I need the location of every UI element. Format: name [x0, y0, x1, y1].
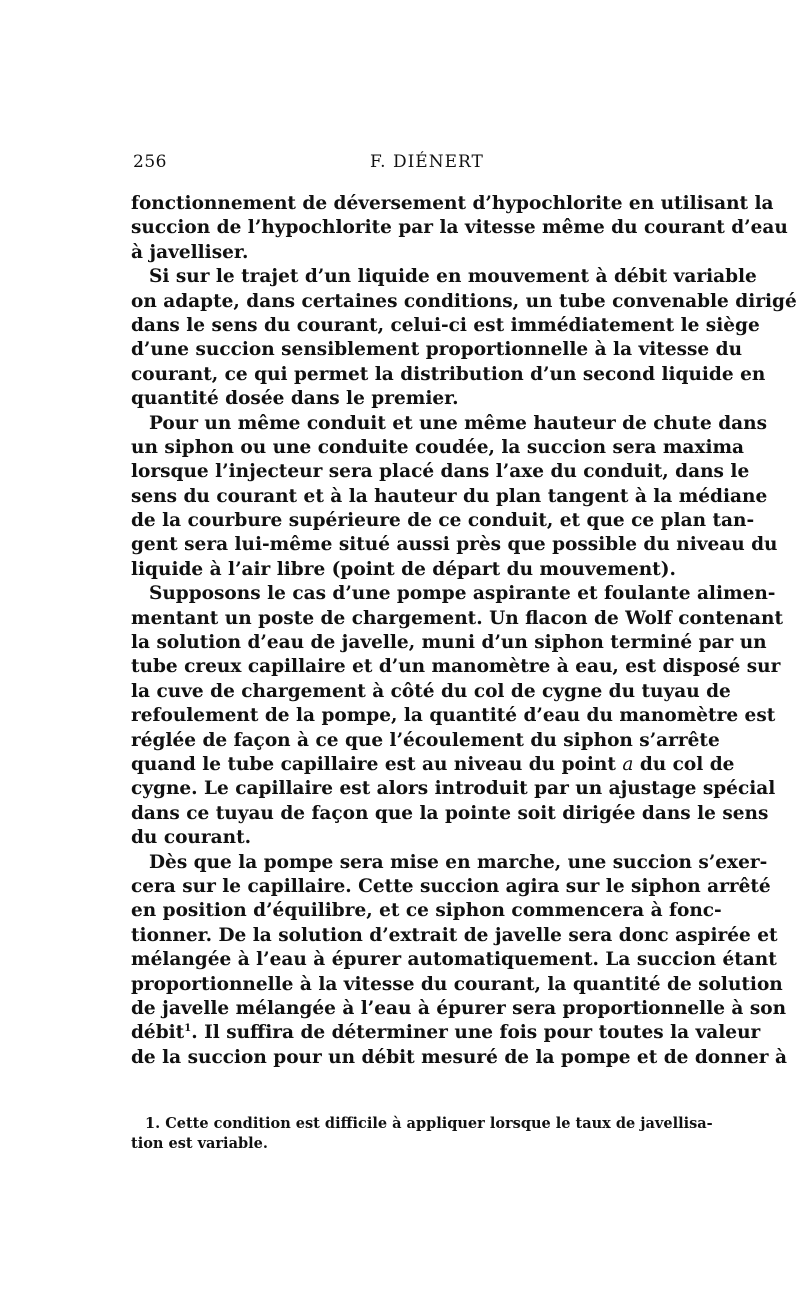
text-fragment: du col de — [639, 753, 735, 775]
text-line: Si sur le trajet d’un liquide en mouvement à débit variable — [149, 266, 757, 288]
body-text — [131, 192, 797, 1070]
text-line: quantité dosée dans le premier. — [131, 388, 459, 410]
variable-a: a — [622, 753, 634, 775]
text-line: dans ce tuyau de façon que la pointe soit dirigée dans le sens — [131, 802, 769, 824]
text-line: la cuve de chargement à côté du col de cygne du tuyau de — [131, 680, 731, 702]
text-fragment: débit — [131, 1022, 185, 1044]
text-line-with-variable — [131, 753, 735, 777]
text-line: dans le sens du courant, celui-ci est immédiatement le siège — [131, 314, 760, 336]
text-line: du courant. — [131, 827, 252, 849]
text-line: un siphon ou une conduite coudée, la succion sera maxima — [131, 436, 745, 458]
footnote-line: tion est variable. — [131, 1135, 268, 1152]
text-fragment: quand le tube capillaire est au niveau du point — [131, 753, 616, 775]
text-line: cera sur le capillaire. Cette succion agira sur le siphon arrêté — [131, 875, 771, 897]
text-line: liquide à l’air libre (point de départ du mouvement). — [131, 558, 676, 580]
running-head: F. DIÉNERT — [370, 152, 484, 172]
text-fragment: . Il suffira de déterminer une fois pour toutes la valeur — [191, 1022, 761, 1044]
text-line: Pour un même conduit et une même hauteur de chute dans — [149, 412, 768, 434]
page-number: 256 — [133, 152, 167, 172]
page-header — [133, 152, 693, 176]
text-line: refoulement de la pompe, la quantité d’eau du manomètre est — [131, 705, 776, 727]
text-line: sens du courant et à la hauteur du plan tangent à la médiane — [131, 485, 768, 507]
text-line: Supposons le cas d’une pompe aspirante et foulante alimen- — [149, 583, 776, 605]
footnote-number: 1. — [145, 1115, 161, 1132]
text-line: tube creux capillaire et d’un manomètre à eau, est disposé sur — [131, 656, 781, 678]
text-line: cygne. Le capillaire est alors introduit par un ajustage spécial — [131, 778, 776, 800]
text-line: tionner. De la solution d’extrait de javelle sera donc aspirée et — [131, 924, 778, 946]
text-line: courant, ce qui permet la distribution d’un second liquide en — [131, 363, 766, 385]
text-line: fonctionnement de déversement d’hypochlorite en utilisant la — [131, 193, 774, 214]
text-line: en position d’équilibre, et ce siphon commencera à fonc- — [131, 900, 722, 922]
text-line: d’une succion sensiblement proportionnelle à la vitesse du — [131, 339, 743, 361]
footnote-text: Cette condition est difficile à appliquer lorsque le taux de javellisa- — [165, 1115, 713, 1132]
text-line: proportionnelle à la vitesse du courant, la quantité de solution — [131, 973, 783, 995]
footnote-ref: 1 — [184, 1023, 192, 1035]
text-line: mentant un poste de chargement. Un flacon de Wolf contenant — [131, 607, 784, 629]
text-line: mélangée à l’eau à épurer automatiquement. La succion étant — [131, 949, 777, 971]
footnote-line — [131, 1114, 713, 1134]
text-line: réglée de façon à ce que l’écoulement du siphon s’arrête — [131, 729, 720, 751]
text-line: de la succion pour un débit mesuré de la pompe et de donner à — [131, 1046, 787, 1068]
text-line-with-footnote-ref — [131, 1021, 761, 1045]
text-line: gent sera lui-même situé aussi près que possible du niveau du — [131, 534, 778, 556]
text-line: à javelliser. — [131, 241, 249, 263]
text-line: succion de l’hypochlorite par la vitesse même du courant d’eau — [131, 217, 788, 239]
text-line: de javelle mélangée à l’eau à épurer sera proportionnelle à son — [131, 997, 787, 1019]
text-line: la solution d’eau de javelle, muni d’un siphon terminé par un — [131, 632, 767, 654]
text-line: de la courbure supérieure de ce conduit, et que ce plan tan- — [131, 510, 755, 532]
text-line: lorsque l’injecteur sera placé dans l’axe du conduit, dans le — [131, 461, 750, 483]
text-line: on adapte, dans certaines conditions, un tube convenable dirigé — [131, 290, 797, 312]
footnote — [131, 1114, 713, 1154]
text-line: Dès que la pompe sera mise en marche, une succion s’exer- — [149, 851, 768, 873]
